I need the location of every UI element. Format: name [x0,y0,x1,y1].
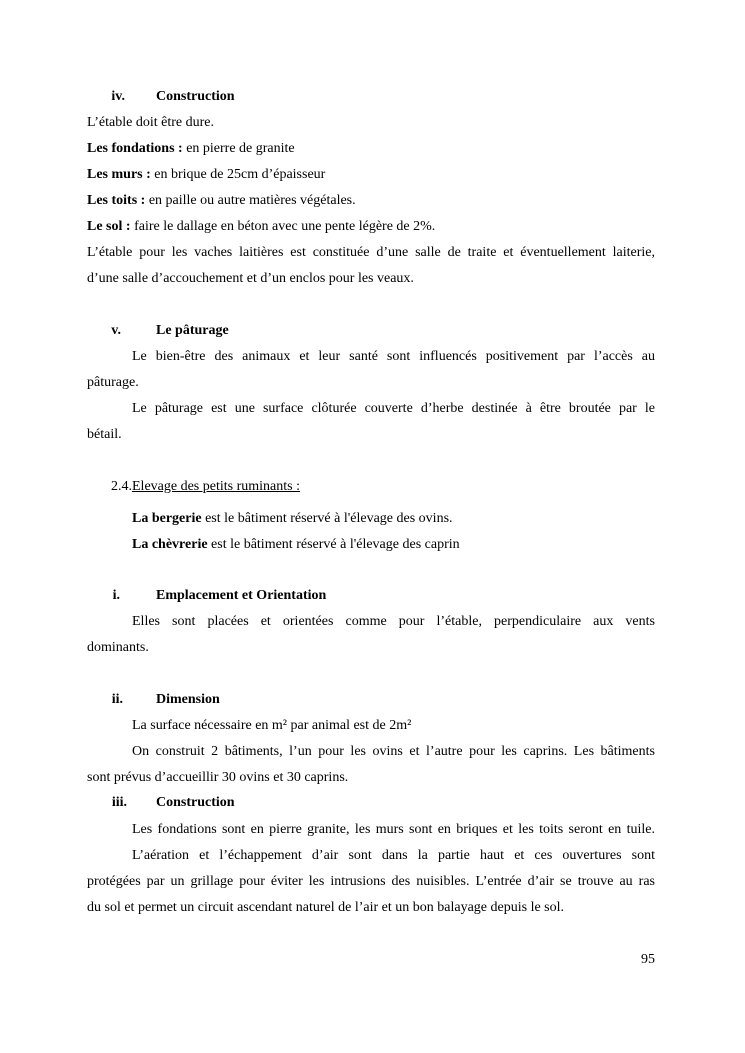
heading-number: v. [111,323,121,338]
heading-number: 2.4. [111,479,132,494]
paragraph-line: protégées par un grillage pour éviter les intrusions des nuisibles. L’entrée d’air se trouve au ras [87,874,655,889]
section-heading-v [0,318,745,344]
paragraph-line: Elles sont placées et orientées comme pour l’étable, perpendiculaire aux vents [132,614,655,629]
item-text: faire le dallage en béton avec une pente légère de 2%. [130,219,436,234]
paragraph-line: d’une salle d’accouchement et d’un enclos pour les veaux. [87,271,414,286]
definition-chevrerie [132,532,655,558]
paragraph-line: Le pâturage est une surface clôturée couverte d’herbe destinée à être broutée par le [132,401,655,416]
section-heading-2-4 [111,474,300,500]
paragraph-line: bétail. [87,427,122,442]
term-text: est le bâtiment réservé à l'élevage des caprin [207,537,460,552]
construction-item-fondations [87,136,655,162]
section-heading-ii [0,687,745,713]
paragraph-line: L’aération et l’échappement d’air sont dans la partie haut et ces ouvertures sont [132,848,655,863]
heading-number: i. [112,588,120,603]
item-text: en brique de 25cm d’épaisseur [150,167,326,182]
term-label: La chèvrerie [132,537,208,552]
heading-number: iv. [111,89,125,104]
heading-number: iii. [111,795,127,810]
paragraph-line: La surface nécessaire en m² par animal est de 2m² [132,718,412,733]
construction-item-toits [87,188,655,214]
item-text: en paille ou autre matières végétales. [145,193,356,208]
heading-title: Dimension [156,692,220,707]
paragraph-line: Le bien-être des animaux et leur santé sont influencés positivement par l’accès au [132,349,655,364]
paragraph-line: du sol et permet un circuit ascendant naturel de l’air et un bon balayage depuis le sol. [87,900,565,915]
section-heading-i [0,583,745,609]
item-label: Les fondations : [87,141,183,156]
term-label: La bergerie [132,511,202,526]
heading-title: Elevage des petits ruminants : [132,479,300,494]
construction-item-murs [87,162,655,188]
item-label: Les toits : [87,193,146,208]
paragraph-line: sont prévus d’accueillir 30 ovins et 30 caprins. [87,770,349,785]
page-number: 95 [641,952,655,967]
item-text: en pierre de granite [182,141,295,156]
heading-number: ii. [111,692,123,707]
section-heading-iii [0,790,745,816]
definition-bergerie [132,506,655,532]
construction-item-sol [87,214,655,240]
heading-title: Construction [156,89,235,104]
section-heading-iv [0,84,745,110]
paragraph-line: L’étable pour les vaches laitières est constituée d’une salle de traite et éventuellement laiterie, [87,245,655,260]
paragraph-line: L’étable doit être dure. [87,115,214,130]
heading-title: Le pâturage [156,323,229,338]
term-text: est le bâtiment réservé à l'élevage des ovins. [201,511,453,526]
paragraph-line: dominants. [87,640,149,655]
paragraph-line: Les fondations sont en pierre granite, les murs sont en briques et les toits seront en tuile. [132,822,655,837]
heading-title: Construction [156,795,235,810]
item-label: Les murs : [87,167,151,182]
paragraph-line: pâturage. [87,375,139,390]
paragraph-line: On construit 2 bâtiments, l’un pour les ovins et l’autre pour les caprins. Les bâtiments [132,744,655,759]
heading-title: Emplacement et Orientation [156,588,327,603]
item-label: Le sol : [87,219,131,234]
